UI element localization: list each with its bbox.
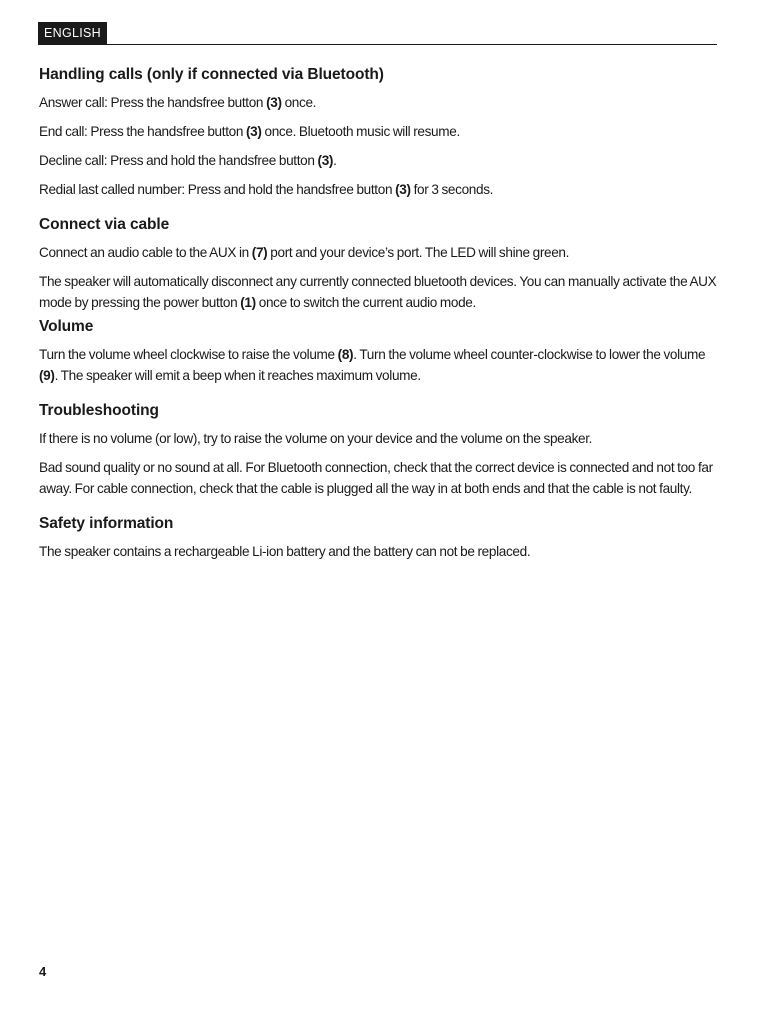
answer-call-instruction: Answer call: Press the handsfree button (3) once. xyxy=(39,95,317,110)
button-ref: (3) xyxy=(266,95,282,110)
section-handling-calls xyxy=(39,63,719,200)
button-ref: (3) xyxy=(395,182,411,197)
section-title-safety-information: Safety information xyxy=(39,515,174,532)
section-title-connect-via-cable: Connect via cable xyxy=(39,216,170,233)
wheel-ref: (8) xyxy=(337,347,354,362)
redial-instruction: Redial last called number: Press and hold the handsfree button (3) for 3 seconds. xyxy=(39,182,494,197)
page-number: 4 xyxy=(39,964,47,979)
section-connect-via-cable xyxy=(39,213,719,313)
section-title-volume: Volume xyxy=(39,318,94,335)
troubleshooting-low-volume: If there is no volume (or low), try to raise the volume on your device and the volume on the speaker. xyxy=(39,431,593,446)
end-call-instruction: End call: Press the handsfree button (3) once. Bluetooth music will resume. xyxy=(39,124,460,139)
manual-content xyxy=(39,63,719,562)
aux-mode-instruction: The speaker will automatically disconnect any currently connected bluetooth devices. You can manually activate the AUX mode by pressing the power button (1) once to switch the current audio mode. xyxy=(39,274,717,310)
decline-call-instruction: Decline call: Press and hold the handsfree button (3). xyxy=(39,153,337,168)
language-label: ENGLISH xyxy=(38,22,107,44)
language-header xyxy=(38,22,717,45)
port-ref: (7) xyxy=(251,245,268,260)
section-troubleshooting xyxy=(39,399,719,499)
button-ref: (3) xyxy=(245,124,262,139)
troubleshooting-bad-sound: Bad sound quality or no sound at all. For Bluetooth connection, check that the correct device is connected and not too far away. For cable connection, check that the cable is plugged all the way in at both ends and that the cable is not faulty. xyxy=(39,460,713,496)
section-volume xyxy=(39,315,719,386)
button-ref: (1) xyxy=(240,295,256,310)
section-title-handling-calls: Handling calls (only if connected via Bluetooth) xyxy=(39,66,384,83)
section-safety-information xyxy=(39,512,719,562)
button-ref: (3) xyxy=(317,153,334,168)
cable-connect-instruction: Connect an audio cable to the AUX in (7) port and your device’s port. The LED will shine green. xyxy=(39,245,570,260)
section-title-troubleshooting: Troubleshooting xyxy=(39,402,159,419)
volume-instruction: Turn the volume wheel clockwise to raise the volume (8). Turn the volume wheel counter-clockwise to lower the volume (9). The speaker will emit a beep when it reaches maximum volume. xyxy=(39,347,706,383)
safety-battery-note: The speaker contains a rechargeable Li-ion battery and the battery can not be replaced. xyxy=(39,544,531,559)
wheel-ref: (9) xyxy=(39,368,55,383)
